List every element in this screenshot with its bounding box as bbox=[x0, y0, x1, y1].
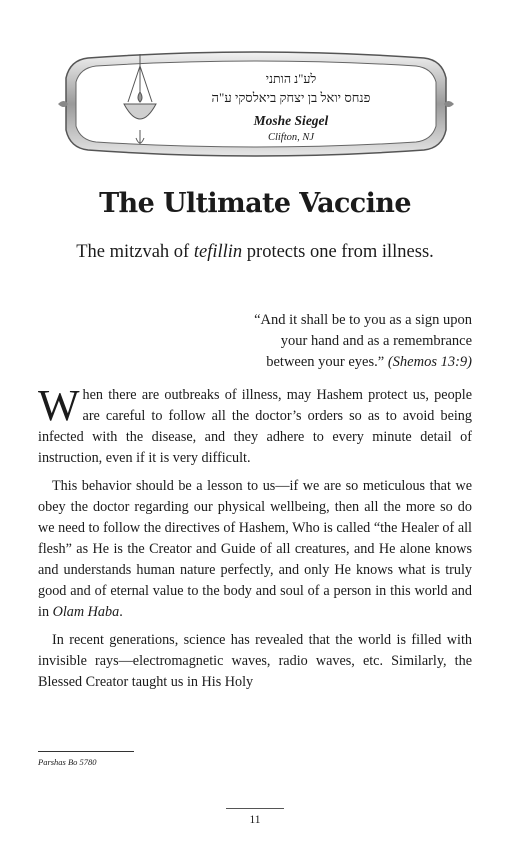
paragraph-2-emphasis: Olam Haba bbox=[52, 604, 120, 620]
dedication-hebrew-line2: פנחס יואל בן יצחק ביאלסקי ע"ה bbox=[211, 90, 371, 105]
subtitle-emphasis: tefillin bbox=[193, 242, 243, 262]
paragraph-2-text: This behavior should be a lesson to us—if we are so meticulous that we obey the doctor regarding our physical wellbeing, then all the more so do we need to follow the directives of Hashem, Who is called “the Healer of all flesh” as He is the Creator and Guide of all creatures, and He alone knows and understands human nature perfectly, and only He knows what is truly good and of eternal value to the body and soul of a person in this world and in bbox=[38, 478, 472, 620]
quote-line-3-text: between your eyes.” bbox=[266, 354, 388, 370]
epigraph-quote bbox=[172, 310, 472, 373]
footnote-divider bbox=[38, 751, 134, 752]
paragraph-1-text: hen there are outbreaks of illness, may Hashem protect us, people are careful to follow all the doctor’s orders so as to avoid being infected with the disease, and they adhere to every minute detail of instruction, even if it is very difficult. bbox=[38, 387, 472, 466]
quote-line-1: “And it shall be to you as a sign upon bbox=[254, 312, 472, 328]
drop-cap: W bbox=[38, 381, 80, 430]
page-number: 11 bbox=[249, 814, 261, 826]
paragraph-3: In recent generations, science has revealed that the world is filled with invisible rays—electromagnetic waves, radio waves, etc. Similarly, the Blessed Creator taught us in His Holy bbox=[38, 632, 472, 690]
article-title: The Ultimate Vaccine bbox=[99, 188, 411, 219]
dedication-hebrew-line1: לע"נ הותני bbox=[265, 72, 317, 86]
footnote: Parshas Bo 5780 bbox=[38, 757, 97, 767]
page-number-divider bbox=[226, 808, 284, 809]
dedication-name: Moshe Siegel bbox=[253, 113, 329, 128]
subtitle-text: The mitzvah of bbox=[76, 242, 194, 262]
quote-source: (Shemos 13:9) bbox=[387, 354, 472, 370]
subtitle-text-end: protects one from illness. bbox=[242, 242, 434, 262]
dedication-frame bbox=[58, 44, 454, 164]
dedication-location: Clifton, NJ bbox=[267, 132, 315, 143]
quote-line-2: your hand and as a remembrance bbox=[280, 333, 472, 349]
paragraph-2 bbox=[38, 476, 472, 623]
article-body bbox=[38, 381, 472, 700]
paragraph-1 bbox=[38, 381, 472, 469]
quote-line-3 bbox=[172, 352, 472, 373]
paragraph-2-end: . bbox=[119, 604, 123, 620]
article-subtitle bbox=[0, 242, 510, 263]
